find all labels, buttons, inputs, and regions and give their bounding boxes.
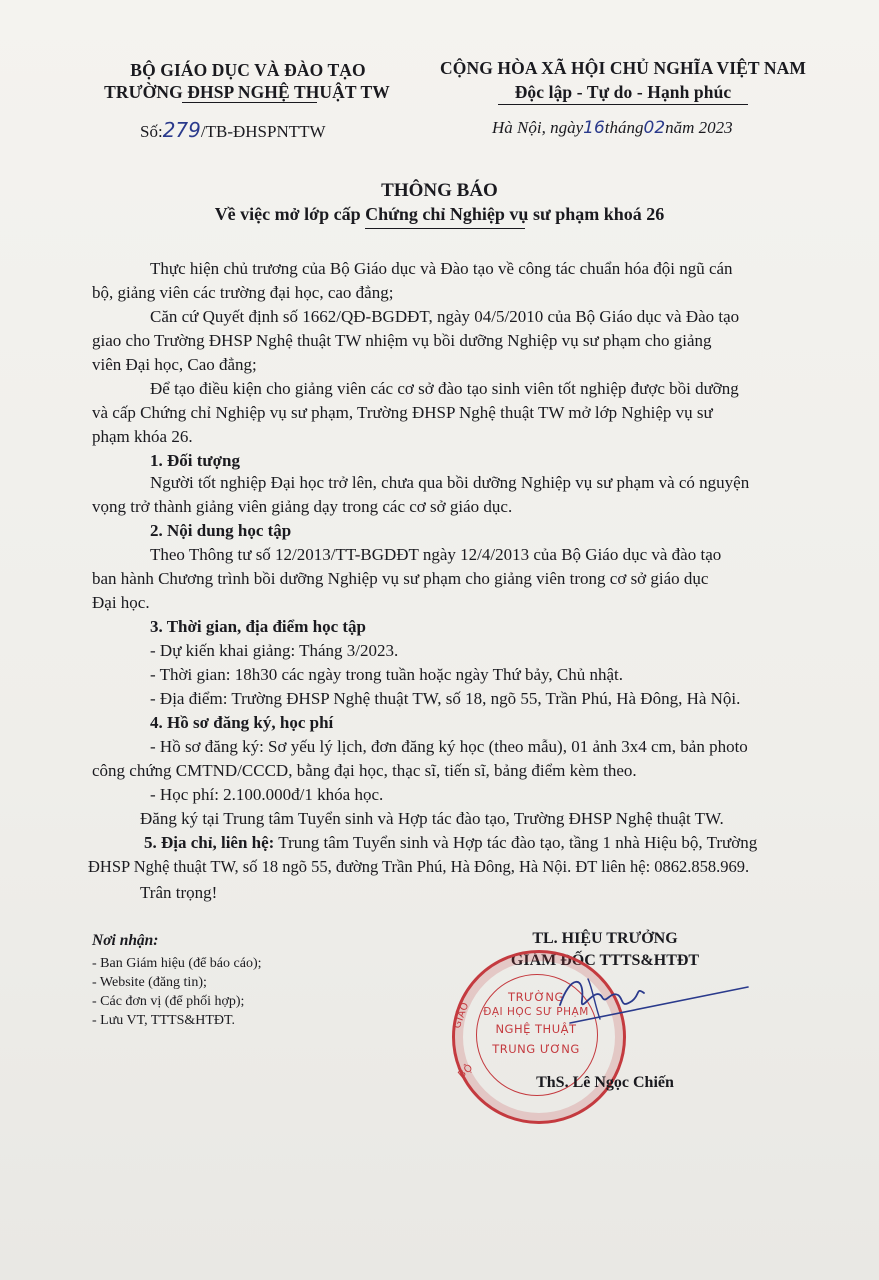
date-day: 16 — [583, 118, 605, 138]
date-prefix: Hà Nội, ngày — [492, 118, 584, 137]
signature-title-1: TL. HIỆU TRƯỞNG — [532, 930, 678, 947]
section-3-title: 3. Thời gian, địa điểm học tập — [150, 617, 366, 636]
section-4-line-2: công chứng CMTND/CCCD, bằng đại học, thạc sĩ, tiến sĩ, bảng điểm kèm theo. — [92, 761, 637, 780]
handwritten-signature — [540, 965, 760, 1035]
seal-ring-text: GIÁO — [451, 1000, 472, 1031]
para-2-line-1: Căn cứ Quyết định số 1662/QĐ-BGDĐT, ngày 04/5/2010 của Bộ Giáo dục và Đào tạo — [150, 307, 740, 326]
section-3-line-3: - Địa điểm: Trường ĐHSP Nghệ thuật TW, số 18, ngõ 55, Trần Phú, Hà Đông, Hà Nội. — [150, 689, 741, 708]
date-year: năm 2023 — [665, 118, 733, 137]
recipient-item: - Lưu VT, TTTS&HTĐT. — [92, 1013, 236, 1028]
section-2-line-1: Theo Thông tư số 12/2013/TT-BGDĐT ngày 12/4/2013 của Bộ Giáo dục và đào tạo — [150, 545, 722, 564]
seal-text: NGHỆ THUẬT — [495, 1022, 577, 1036]
school-name-text: TRƯỜNG ĐHSP NGHỆ THUẬT TW — [104, 82, 390, 102]
signer-name: ThS. Lê Ngọc Chiến — [536, 1074, 674, 1091]
section-2-title: 2. Nội dung học tập — [150, 521, 292, 540]
seal-ring-text: BỘ — [456, 1062, 476, 1081]
section-5-line-1 — [144, 832, 757, 854]
subtitle-underline — [365, 228, 525, 229]
school-name — [88, 82, 406, 103]
para-3-line-3: phạm khóa 26. — [92, 427, 193, 446]
date-month-label: tháng — [604, 118, 644, 137]
signature-title-2: GIÁM ĐỐC TTTS&HTĐT — [510, 952, 700, 969]
date-month: 02 — [643, 118, 666, 138]
para-3-line-2: và cấp Chứng chỉ Nghiệp vụ sư phạm, Trường ĐHSP Nghệ thuật TW mở lớp Nghiệp vụ sư — [92, 403, 713, 422]
section-5-title: 5. Địa chỉ, liên hệ: — [144, 833, 275, 852]
doc-no-prefix: Số: — [140, 122, 163, 141]
para-3-line-1: Để tạo điều kiện cho giảng viên các cơ sở đào tạo sinh viên tốt nghiệp được bồi dưỡng — [150, 379, 739, 398]
document-title: THÔNG BÁO — [381, 180, 498, 201]
seal-text: TRUNG ƯƠNG — [492, 1042, 580, 1056]
section-4-line-1: - Hồ sơ đăng ký: Sơ yếu lý lịch, đơn đăng ký học (theo mẫu), 01 ảnh 3x4 cm, bản photo — [150, 737, 748, 756]
recipients-title: Nơi nhận: — [92, 932, 159, 949]
doc-no-suffix: /TB-ĐHSPNTTW — [200, 122, 326, 141]
section-3-line-1: - Dự kiến khai giảng: Tháng 3/2023. — [150, 641, 399, 660]
para-1-line-1: Thực hiện chủ trương của Bộ Giáo dục và Đào tạo về công tác chuẩn hóa đội ngũ cán — [150, 259, 733, 278]
ministry-name: BỘ GIÁO DỤC VÀ ĐÀO TẠO — [130, 60, 366, 80]
para-2-line-3: viên Đại học, Cao đẳng; — [92, 355, 257, 374]
section-2-line-3: Đại học. — [92, 593, 150, 612]
header-left-underline — [182, 102, 317, 103]
motto-underline — [498, 104, 748, 105]
country-name: CỘNG HÒA XÃ HỘI CHỦ NGHĨA VIỆT NAM — [440, 58, 806, 78]
section-4-title: 4. Hồ sơ đăng ký, học phí — [150, 713, 334, 732]
para-2-line-2: giao cho Trường ĐHSP Nghệ thuật TW nhiệm vụ bồi dưỡng Nghiệp vụ sư phạm cho giảng — [92, 331, 712, 350]
section-5-text: Trung tâm Tuyển sinh và Hợp tác đào tạo, tầng 1 nhà Hiệu bộ, Trường — [274, 833, 758, 852]
para-1-line-2: bộ, giảng viên các trường đại học, cao đẳng; — [92, 283, 394, 302]
section-1-line-2: vọng trở thành giảng viên giảng dạy trong các cơ sở giáo dục. — [92, 497, 513, 516]
motto-text: Độc lập - Tự do - Hạnh phúc — [514, 82, 732, 102]
section-1-title: 1. Đối tượng — [150, 451, 240, 470]
recipient-item: - Các đơn vị (để phối hợp); — [92, 994, 245, 1009]
section-4-line-4: Đăng ký tại Trung tâm Tuyển sinh và Hợp tác đào tạo, Trường ĐHSP Nghệ thuật TW. — [140, 809, 724, 828]
section-2-line-2: ban hành Chương trình bồi dưỡng Nghiệp vụ sư phạm cho giảng viên trong cơ sở giáo dục — [92, 569, 709, 588]
document-subtitle: Về việc mở lớp cấp Chứng chỉ Nghiệp vụ sư phạm khoá 26 — [214, 204, 665, 224]
section-1-line-1: Người tốt nghiệp Đại học trở lên, chưa qua bồi dưỡng Nghiệp vụ sư phạm và có nguyện — [150, 473, 750, 492]
doc-no-handwritten: 279 — [162, 118, 201, 142]
section-4-line-3: - Học phí: 2.100.000đ/1 khóa học. — [150, 785, 384, 804]
recipient-item: - Ban Giám hiệu (để báo cáo); — [92, 956, 262, 971]
seal-text: TRƯỜNG — [508, 990, 564, 1004]
motto — [428, 82, 818, 103]
section-3-line-2: - Thời gian: 18h30 các ngày trong tuần hoặc ngày Thứ bảy, Chủ nhật. — [150, 665, 624, 684]
document-number — [140, 118, 326, 142]
recipient-item: - Website (đăng tin); — [92, 975, 207, 990]
section-5-line-2: ĐHSP Nghệ thuật TW, số 18 ngõ 55, đường Trần Phú, Hà Đông, Hà Nội. ĐT liên hệ: 0862.858.969. — [88, 857, 750, 876]
document-date — [492, 118, 733, 138]
closing: Trân trọng! — [140, 883, 218, 902]
seal-text: ĐẠI HỌC SƯ PHẠM — [483, 1006, 589, 1018]
